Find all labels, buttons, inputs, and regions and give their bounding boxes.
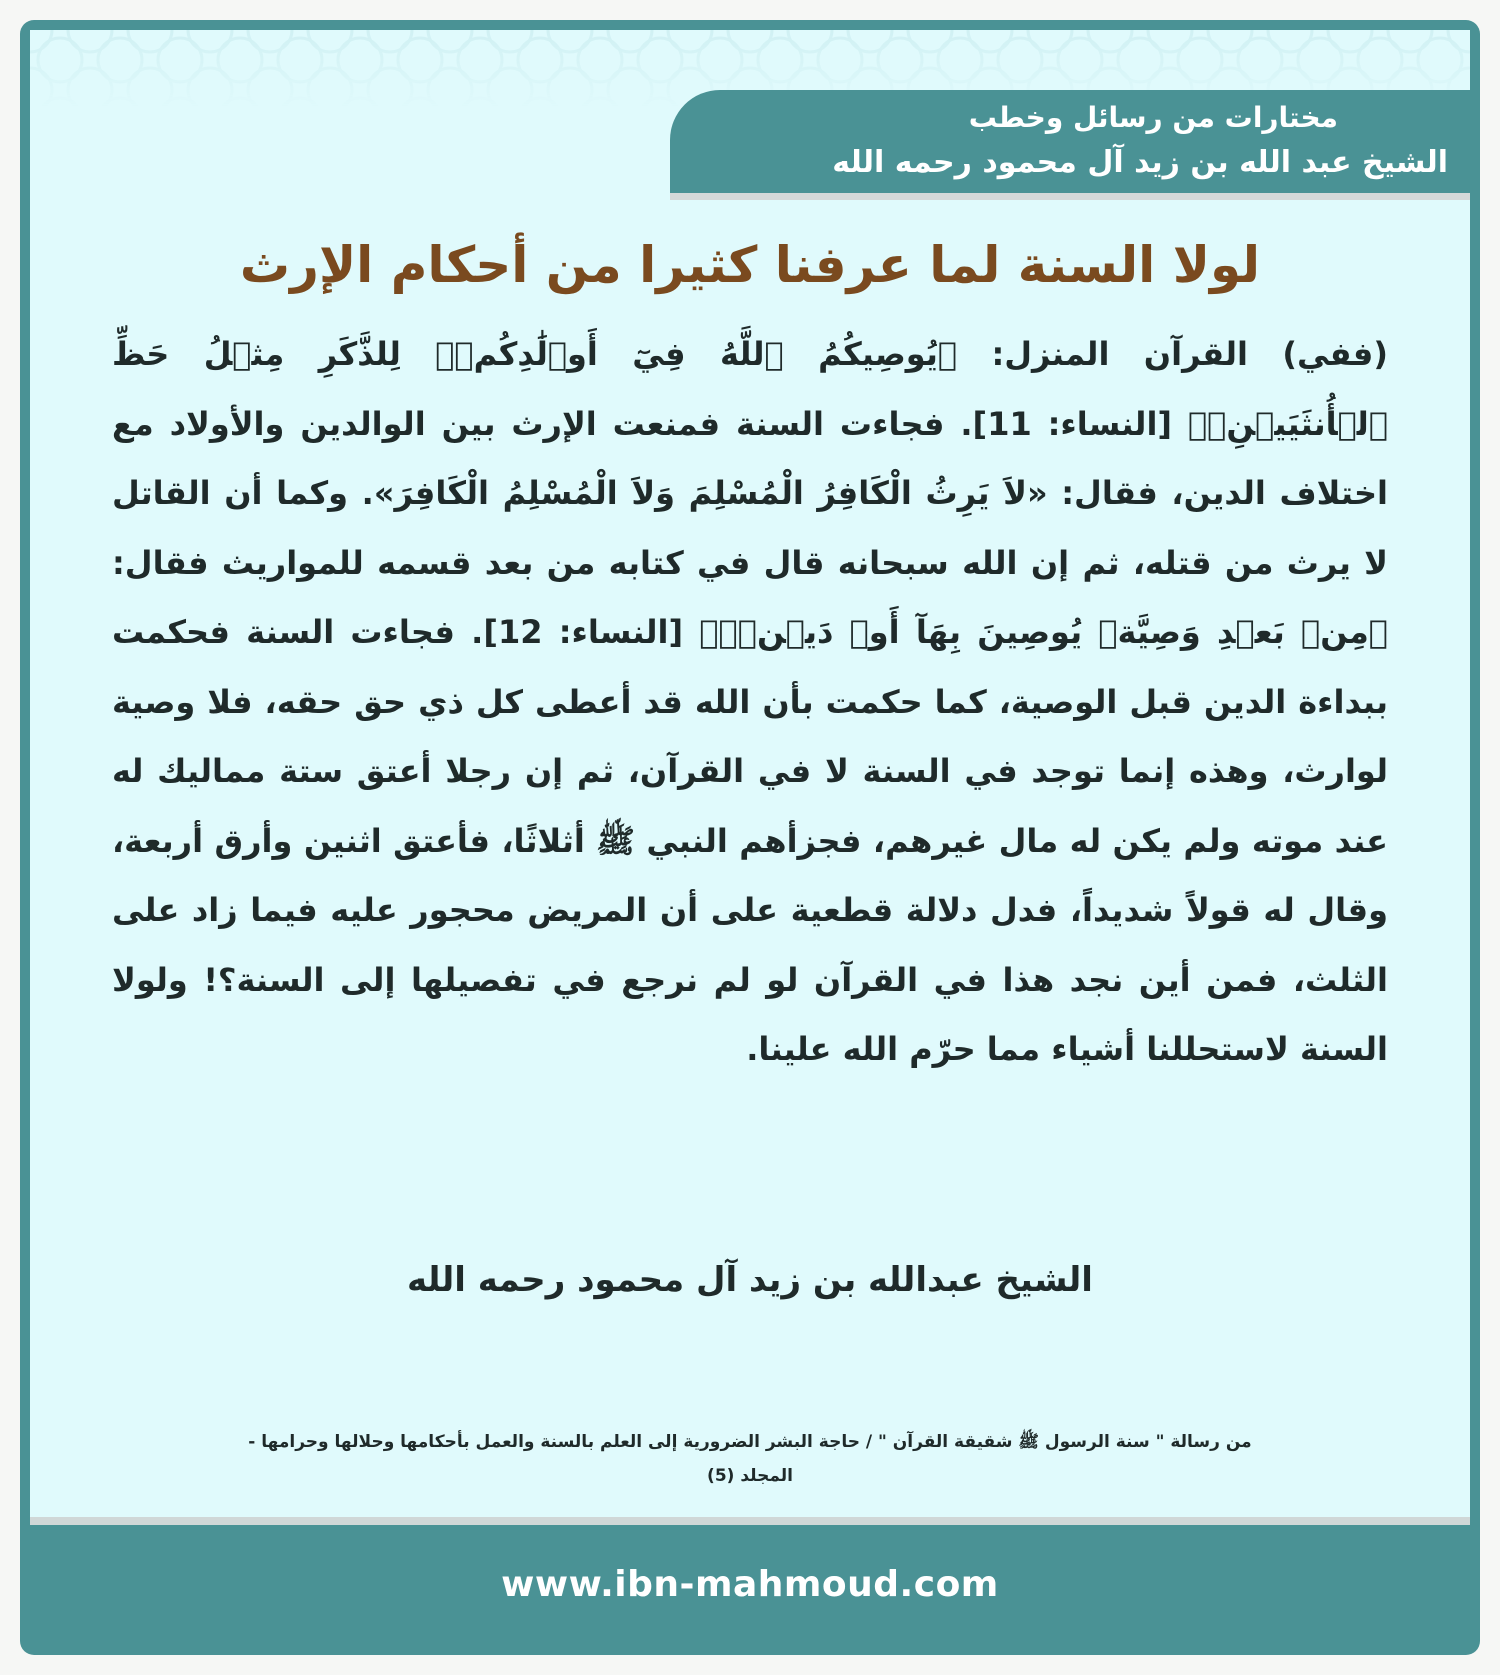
source-line-2: المجلد (5) [707, 1466, 793, 1486]
header-banner [670, 90, 1470, 200]
article-body [112, 320, 1388, 1085]
content-panel [30, 30, 1470, 1525]
divider [30, 1517, 1470, 1525]
body-paragraph-2: وكما أن القاتل لا يرث من قتله، ثم إن الله سبحانه قال في كتابه من بعد قسمه للمواريث فقال: [112, 474, 1388, 582]
article-card [20, 20, 1480, 1655]
hadith-quote: «لاَ يَرِثُ الْكَافِرُ الْمُسْلِمَ وَلاَ الْمُسْلِمُ الْكَافِرَ». [361, 474, 1048, 512]
series-title: مختارات من رسائل وخطب [968, 101, 1338, 134]
website-link[interactable]: www.ibn-mahmoud.com [501, 1564, 999, 1605]
source-citation [100, 1425, 1400, 1493]
quran-verse-1: ﴿يُوصِيكُمُ ٱللَّهُ فِيٓ أَوۡلَٰدِكُمۡۖ لِلذَّكَرِ مِثۡلُ حَظِّ ٱلۡأُنثَيَيۡنِۚ﴾ [112, 335, 1389, 443]
author-name: الشيخ عبد الله بن زيد آل محمود رحمه الله [832, 145, 1448, 180]
verse-reference-2: [النساء: 12]. فجاءت السنة فحكمت ببداءة الدين قبل الوصية، كما حكمت بأن الله قد أعطى كل ذي حق حقه، فلا وصية لوارث، وهذه إنما توجد في السنة لا في القرآن، ثم إن رجلا أعتق ستة مماليك له عند موته ولم يكن له مال غيرهم، فجزأهم النبي ﷺ أثلاثًا، فأعتق اثنين وأرق أربعة، وقال له قولاً شديداً، فدل دلالة قطعية على أن المريض محجور عليه فيما زاد على الثلث، فمن أين نجد هذا في القرآن لو لم نرجع في تفصيلها إلى السنة؟! ولولا السنة لاستحللنا أشياء مما حرّم الله علينا. [112, 613, 1388, 1068]
verse-reference-1: [النساء: 11]. فجاءت السنة فمنعت الإرث بين الوالدين والأولاد مع اختلاف الدين، فقال: [112, 404, 1389, 512]
source-line-1: من رسالة " سنة الرسول ﷺ شقيقة القرآن " / حاجة البشر الضرورية إلى العلم بالسنة والعمل بأحكامها وحلالها وحرامها - [248, 1432, 1252, 1452]
quran-verse-2: ﴿مِنۢ بَعۡدِ وَصِيَّةٖ يُوصِينَ بِهَآ أَوۡ دَيۡنٖۚ﴾ [699, 613, 1389, 651]
article-title: لولا السنة لما عرفنا كثيرا من أحكام الإرث [239, 236, 1261, 294]
body-intro: (ففي) القرآن المنزل: [957, 335, 1388, 373]
signature: الشيخ عبدالله بن زيد آل محمود رحمه الله [407, 1260, 1093, 1300]
